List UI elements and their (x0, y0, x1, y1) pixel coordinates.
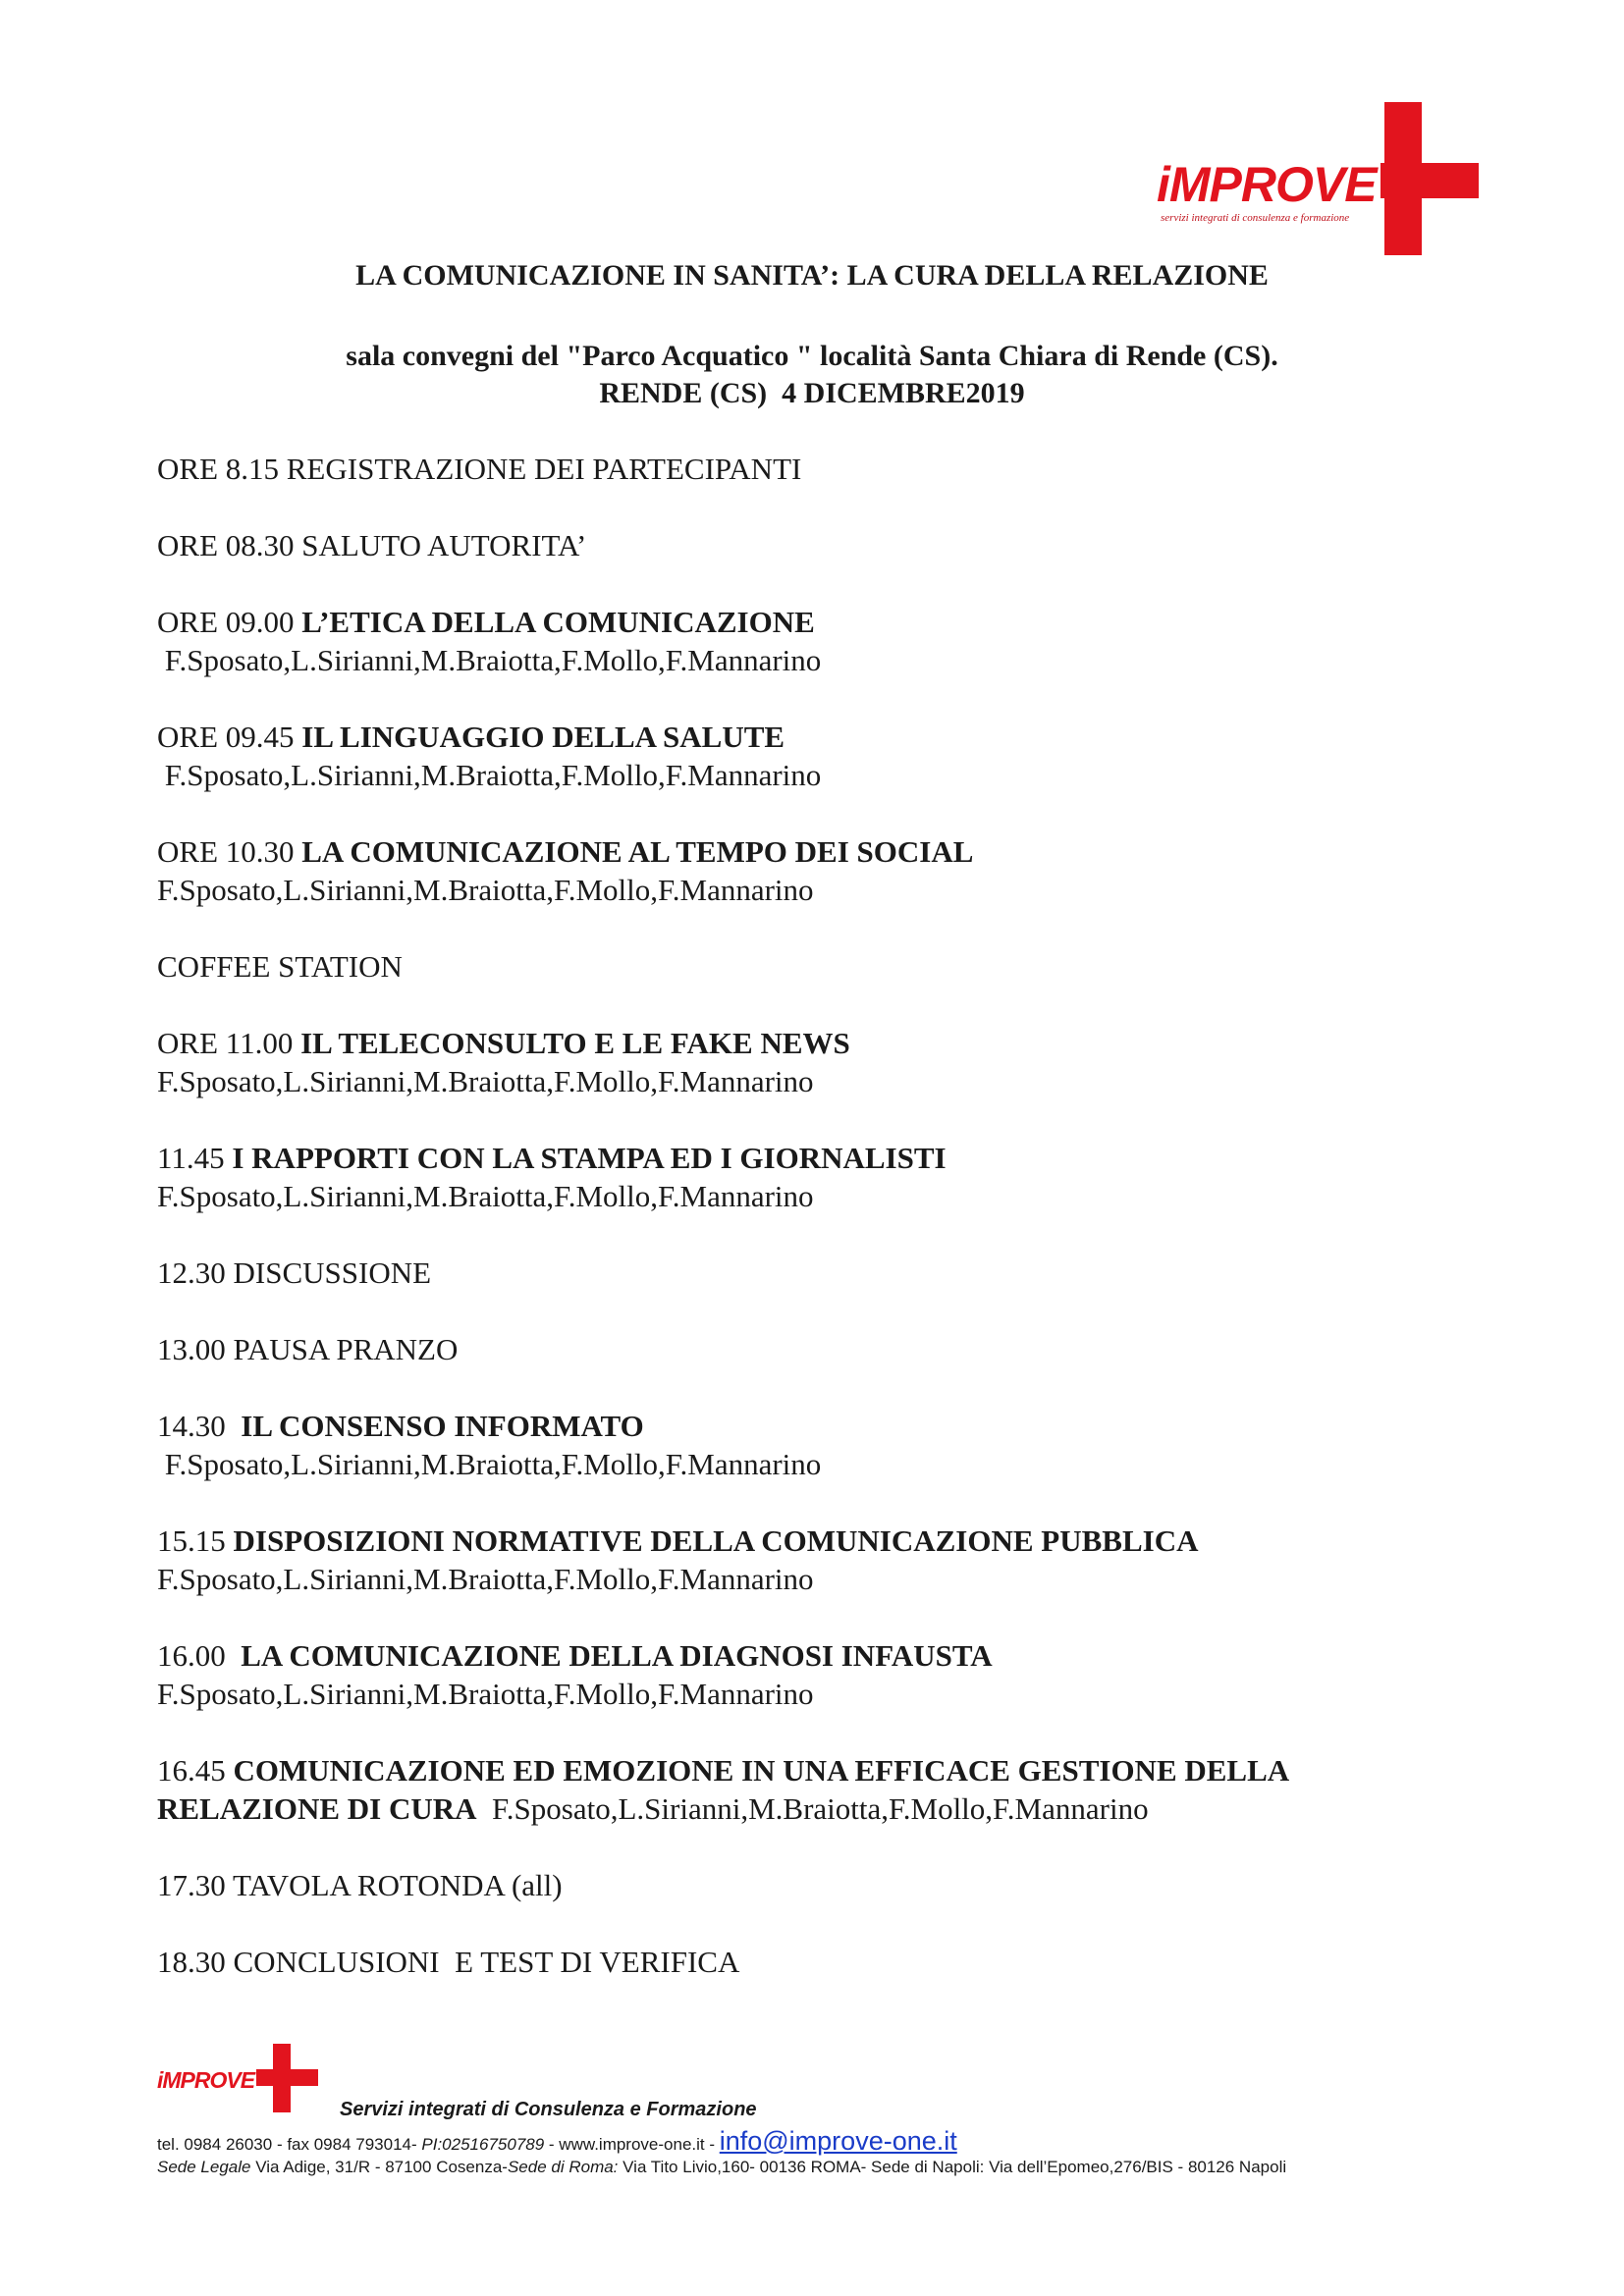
agenda-topic-continued: RELAZIONE DI CURA (157, 1791, 477, 1826)
agenda-item-line (157, 947, 1492, 986)
agenda-item-line (157, 603, 1492, 641)
agenda-topic: LA COMUNICAZIONE DELLA DIAGNOSI INFAUSTA (241, 1638, 993, 1673)
document-title: LA COMUNICAZIONE IN SANITA’: LA CURA DELLA RELAZIONE (355, 259, 1269, 292)
agenda-item-line (157, 1254, 1492, 1292)
agenda-time: 13.00 (157, 1332, 226, 1366)
agenda-item (157, 1522, 1492, 1598)
agenda-item (157, 947, 1492, 986)
venue-block (0, 338, 1624, 412)
agenda-time: ORE 8.15 (157, 452, 279, 486)
agenda-item-line (157, 1330, 1492, 1368)
agenda-time: 17.30 (157, 1868, 226, 1902)
agenda-time: 11.45 (157, 1141, 225, 1175)
agenda-time: 12.30 (157, 1255, 226, 1290)
agenda-topic: LA COMUNICAZIONE AL TEMPO DEI SOCIAL (301, 834, 974, 869)
agenda-label: PAUSA PRANZO (233, 1332, 459, 1366)
agenda-time: ORE 11.00 (157, 1026, 294, 1060)
venue-line: sala convegni del "Parco Acquatico " località Santa Chiara di Rende (CS). (346, 340, 1278, 372)
agenda-speakers: F.Sposato,L.Sirianni,M.Braiotta,F.Mollo,F.Mannarino (492, 1791, 1149, 1826)
footer-contact (157, 2128, 957, 2158)
agenda-topic: IL TELECONSULTO E LE FAKE NEWS (300, 1026, 850, 1060)
agenda-speakers: F.Sposato,L.Sirianni,M.Braiotta,F.Mollo,F.Mannarino (157, 1677, 814, 1711)
agenda-item-line (157, 1407, 1492, 1445)
agenda-speakers: F.Sposato,L.Sirianni,M.Braiotta,F.Mollo,F.Mannarino (157, 1064, 814, 1098)
agenda-time: 16.45 (157, 1753, 226, 1788)
agenda-topic: COMUNICAZIONE ED EMOZIONE IN UNA EFFICACE GESTIONE DELLA (233, 1753, 1290, 1788)
agenda-list (157, 450, 1492, 2019)
agenda-time: 16.00 (157, 1638, 234, 1673)
footer-address (157, 2158, 1286, 2177)
agenda-topic: DISPOSIZIONI NORMATIVE DELLA COMUNICAZIONE PUBBLICA (233, 1523, 1199, 1558)
agenda-time: ORE 08.30 (157, 528, 295, 562)
agenda-item-line (157, 1943, 1492, 1981)
agenda-item (157, 1254, 1492, 1292)
agenda-item (157, 1866, 1492, 1904)
agenda-topic: IL CONSENSO INFORMATO (241, 1409, 644, 1443)
agenda-time: ORE 10.30 (157, 834, 295, 869)
agenda-speakers: F.Sposato,L.Sirianni,M.Braiotta,F.Mollo,F.Mannarino (157, 1562, 814, 1596)
agenda-time: ORE 09.00 (157, 605, 295, 639)
agenda-time: ORE 09.45 (157, 720, 295, 754)
agenda-label: COFFEE STATION (157, 949, 403, 984)
agenda-item (157, 832, 1492, 909)
agenda-item (157, 1943, 1492, 1981)
agenda-item (157, 718, 1492, 794)
logo-tagline: servizi integrati di consulenza e formazione (1161, 212, 1350, 224)
agenda-item (157, 450, 1492, 488)
address-rome: Via Tito Livio,160- 00136 ROMA- Sede di Napoli: Via dell’Epomeo,276/BIS - 80126 Napoli (618, 2158, 1287, 2176)
agenda-topic: IL LINGUAGGIO DELLA SALUTE (301, 720, 785, 754)
agenda-time: 15.15 (157, 1523, 226, 1558)
agenda-item-line (157, 832, 1492, 871)
address-legal: Via Adige, 31/R - 87100 Cosenza- (250, 2158, 508, 2176)
agenda-item-line (157, 1789, 1492, 1828)
agenda-item (157, 1024, 1492, 1100)
agenda-speakers: F.Sposato,L.Sirianni,M.Braiotta,F.Mollo,F.Mannarino (157, 1447, 822, 1481)
agenda-time: 14.30 (157, 1409, 234, 1443)
logo-wordmark: iMPROVE (1157, 159, 1380, 210)
agenda-label: SALUTO AUTORITA’ (301, 528, 587, 562)
agenda-label: DISCUSSIONE (233, 1255, 432, 1290)
agenda-topic: L’ETICA DELLA COMUNICAZIONE (301, 605, 815, 639)
agenda-item-line (157, 1751, 1492, 1789)
agenda-item-line (157, 1866, 1492, 1904)
agenda-item (157, 526, 1492, 564)
contact-phone-fax: tel. 0984 26030 - fax 0984 793014- (157, 2135, 422, 2154)
address-rome-label: Sede di Roma: (507, 2158, 619, 2176)
contact-email-link[interactable]: info@improve-one.it (719, 2126, 957, 2156)
agenda-item (157, 1407, 1492, 1483)
address-legal-label: Sede Legale (157, 2158, 251, 2176)
footer-tagline: Servizi integrati di Consulenza e Formazione (340, 2099, 757, 2120)
footer-logo (157, 2044, 332, 2112)
footer-logo-wordmark: iMPROVE (157, 2067, 255, 2093)
agenda-item (157, 603, 1492, 679)
agenda-item-line (157, 1522, 1492, 1560)
agenda-time: 18.30 (157, 1945, 226, 1979)
agenda-item-line (157, 450, 1492, 488)
contact-website: - www.improve-one.it - (544, 2135, 720, 2154)
agenda-item-line (157, 1024, 1492, 1062)
agenda-item-line (157, 1139, 1492, 1177)
agenda-item-line (157, 526, 1492, 564)
agenda-speakers: F.Sposato,L.Sirianni,M.Braiotta,F.Mollo,F.Mannarino (157, 643, 822, 677)
agenda-item-line (157, 1636, 1492, 1675)
agenda-item (157, 1751, 1492, 1828)
venue-date: RENDE (CS) 4 DICEMBRE2019 (599, 377, 1025, 409)
agenda-speakers: F.Sposato,L.Sirianni,M.Braiotta,F.Mollo,F.Mannarino (157, 758, 822, 792)
agenda-speakers: F.Sposato,L.Sirianni,M.Braiotta,F.Mollo,F.Mannarino (157, 873, 814, 907)
agenda-topic: I RAPPORTI CON LA STAMPA ED I GIORNALISTI (232, 1141, 947, 1175)
agenda-item (157, 1139, 1492, 1215)
agenda-item-line (157, 718, 1492, 756)
agenda-item (157, 1636, 1492, 1713)
improve-logo (1157, 102, 1479, 255)
agenda-item (157, 1330, 1492, 1368)
agenda-label: CONCLUSIONI E TEST DI VERIFICA (233, 1945, 740, 1979)
agenda-label: REGISTRAZIONE DEI PARTECIPANTI (286, 452, 802, 486)
contact-pi: PI:02516750789 (421, 2135, 545, 2154)
agenda-speakers: F.Sposato,L.Sirianni,M.Braiotta,F.Mollo,F.Mannarino (157, 1179, 814, 1213)
agenda-label: TAVOLA ROTONDA (all) (232, 1868, 563, 1902)
